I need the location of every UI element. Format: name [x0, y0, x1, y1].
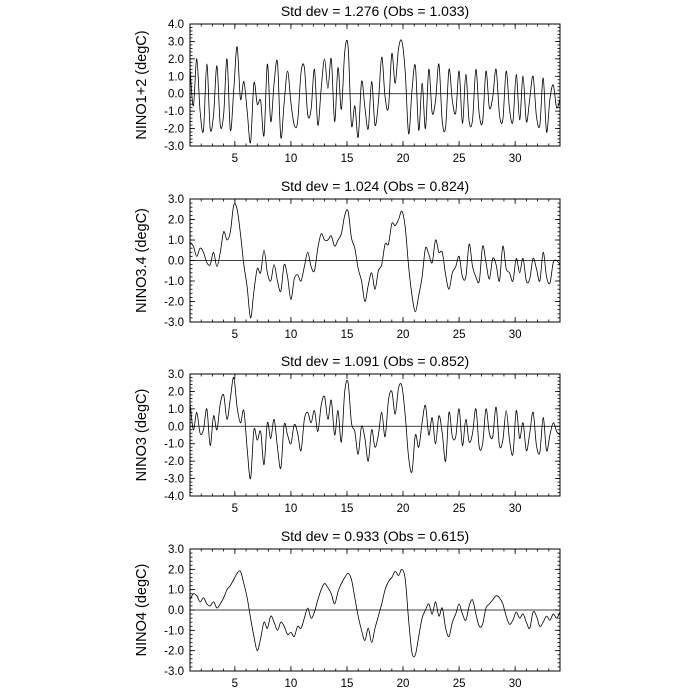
- y-tick-label: 0.0: [168, 421, 184, 434]
- y-tick-label: 2.0: [168, 53, 184, 66]
- y-tick-label: -2.0: [164, 645, 184, 658]
- y-tick-label: 0.0: [168, 88, 184, 101]
- x-tick-label: 5: [231, 678, 239, 690]
- panel-3: [134, 353, 560, 515]
- y-tick-label: -2.0: [164, 123, 184, 136]
- y-tick-label: 1.0: [168, 403, 184, 416]
- x-tick-label: 5: [231, 503, 239, 515]
- y-tick-label: 2.0: [168, 386, 184, 399]
- y-axis-label: NINO4 (degC): [134, 563, 150, 657]
- x-tick-label: 20: [396, 153, 410, 165]
- series-line-1: [190, 569, 560, 657]
- x-tick-label: 25: [452, 153, 466, 165]
- y-axis-label: NINO3 (degC): [134, 388, 150, 482]
- panel-title: Std dev = 1.276 (Obs = 1.033): [280, 3, 470, 19]
- y-tick-label: 3.0: [168, 369, 184, 381]
- plot-frame: [190, 374, 560, 496]
- y-axis-label: NINO3.4 (degC): [134, 208, 150, 313]
- plot-frame: [190, 24, 560, 146]
- panel-title: Std dev = 0.933 (Obs = 0.615): [280, 528, 470, 544]
- x-tick-label: 20: [396, 503, 410, 515]
- y-tick-label: -2.0: [164, 456, 184, 469]
- y-tick-label: -1.0: [164, 625, 184, 638]
- panel-4: [134, 528, 560, 690]
- x-tick-label: 20: [396, 329, 410, 341]
- x-tick-label: 15: [340, 678, 354, 690]
- y-tick-label: -1.0: [164, 106, 184, 119]
- y-tick-label: -4.0: [164, 491, 184, 503]
- panel-1: [134, 3, 560, 165]
- y-tick-label: -3.0: [164, 141, 184, 153]
- y-tick-label: 4.0: [168, 19, 184, 31]
- y-tick-label: 2.0: [168, 214, 184, 227]
- x-tick-label: 15: [340, 503, 354, 515]
- x-tick-label: 10: [284, 329, 298, 341]
- y-tick-label: 1.0: [168, 71, 184, 84]
- x-tick-label: 30: [508, 678, 522, 690]
- y-tick-label: -1.0: [164, 438, 184, 451]
- y-tick-label: 3.0: [168, 36, 184, 49]
- x-tick-label: 25: [452, 503, 466, 515]
- x-tick-label: 10: [284, 678, 298, 690]
- y-tick-label: 3.0: [168, 194, 184, 206]
- panel-title: Std dev = 1.024 (Obs = 0.824): [280, 178, 470, 194]
- y-tick-label: -3.0: [164, 317, 184, 329]
- x-tick-label: 30: [508, 329, 522, 341]
- x-tick-label: 15: [340, 153, 354, 165]
- panel-title: Std dev = 1.091 (Obs = 0.852): [280, 353, 470, 369]
- y-tick-label: 0.0: [168, 605, 184, 617]
- series-line-1: [190, 40, 560, 143]
- x-tick-label: 30: [508, 503, 522, 515]
- x-tick-label: 15: [340, 329, 354, 341]
- x-tick-label: 30: [508, 153, 522, 165]
- x-tick-label: 25: [452, 678, 466, 690]
- y-tick-label: -1.0: [164, 276, 184, 288]
- y-tick-label: -2.0: [164, 296, 184, 309]
- y-tick-label: 1.0: [168, 235, 184, 247]
- x-tick-label: 10: [284, 503, 298, 515]
- y-tick-label: 3.0: [168, 544, 184, 556]
- y-tick-label: -3.0: [164, 473, 184, 486]
- y-axis-label: NINO1+2 (degC): [134, 30, 150, 140]
- y-tick-label: 2.0: [168, 564, 184, 577]
- y-tick-label: 0.0: [168, 255, 184, 268]
- panel-2: [134, 178, 560, 341]
- x-tick-label: 5: [231, 329, 239, 341]
- x-tick-label: 25: [452, 329, 466, 341]
- x-tick-label: 10: [284, 153, 298, 165]
- series-line-1: [190, 377, 560, 478]
- y-tick-label: 1.0: [168, 584, 184, 597]
- x-tick-label: 5: [231, 153, 239, 165]
- y-tick-label: -3.0: [164, 666, 184, 678]
- x-tick-label: 20: [396, 678, 410, 690]
